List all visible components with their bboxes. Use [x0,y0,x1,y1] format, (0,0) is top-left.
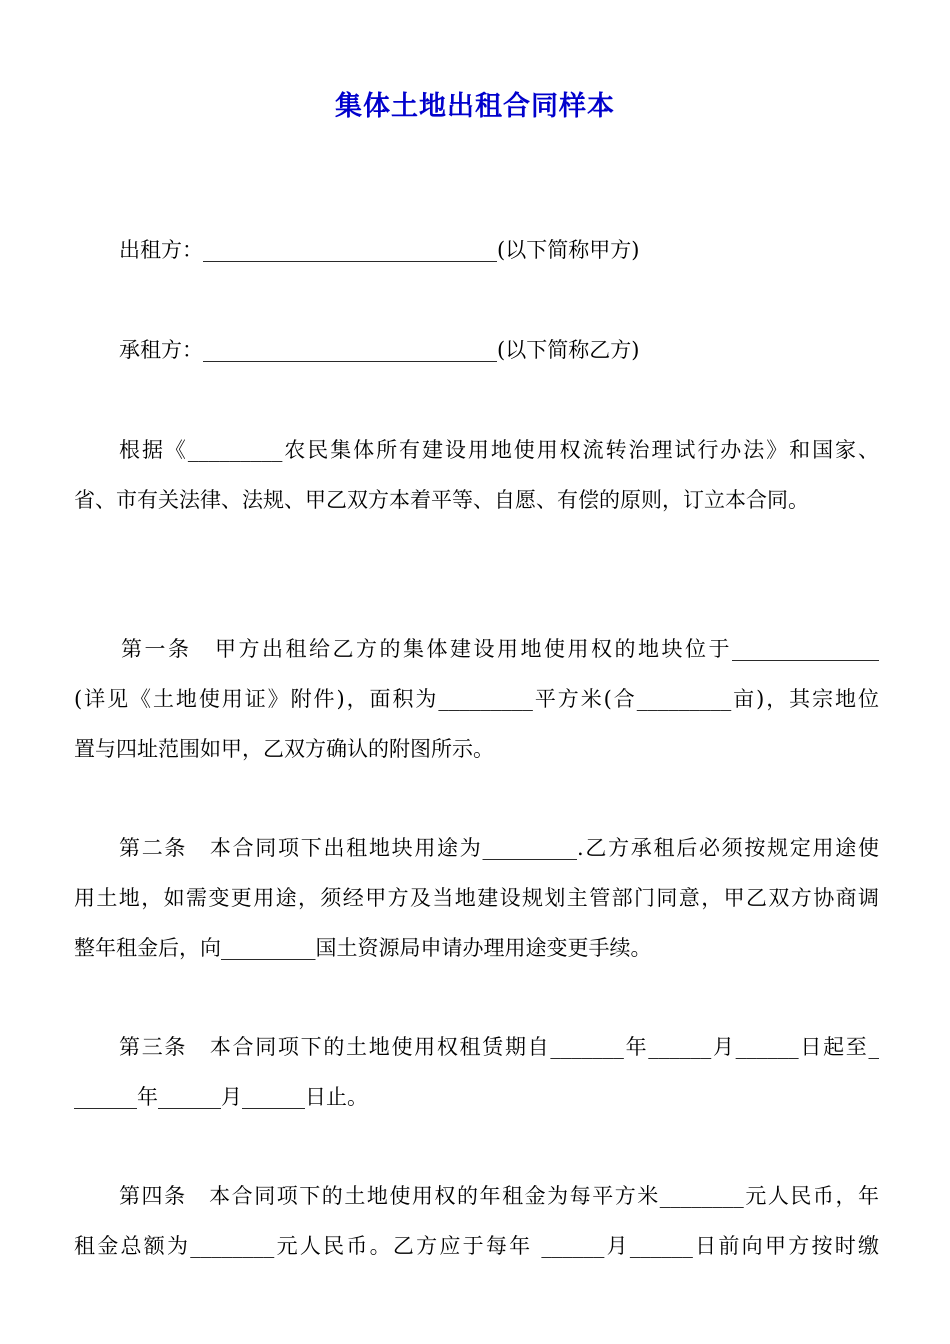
article-1-line-2: (详见《土地使用证》附件)，面积为_________平方米(合_________亩)，其宗地位 [74,687,879,711]
article-4-line-2: 租金总额为________元人民币。乙方应于每年 ______月______日前向甲方按时缴 [74,1234,879,1258]
document-title: 集体土地出租合同样本 [335,91,615,122]
article-3-line-2: ______年______月______日止。 [74,1085,368,1109]
lessee-line: 承租方：____________________________(以下简称乙方) [119,338,640,362]
article-2-line-1: 第二条 本合同项下出租地块用途为_________.乙方承租后必须按规定用途使 [119,836,879,860]
preamble-line-1: 根据《_________农民集体所有建设用地使用权流转治理试行办法》和国家、 [119,438,879,462]
article-1-line-3: 置与四址范围如甲，乙双方确认的附图所示。 [74,737,494,761]
article-2-line-2: 用土地，如需变更用途，须经甲方及当地建设规划主管部门同意，甲乙双方协商调 [74,886,879,910]
preamble-line-2: 省、市有关法律、法规、甲乙双方本着平等、自愿、有偿的原则，订立本合同。 [74,488,809,512]
lessor-line: 出租方：____________________________(以下简称甲方) [119,238,640,262]
article-2-line-3: 整年租金后，向_________国土资源局申请办理用途变更手续。 [74,936,652,960]
article-3-line-1: 第三条 本合同项下的土地使用权租赁期自_______年______月______日起至_ [119,1035,879,1059]
article-4-line-1: 第四条 本合同项下的土地使用权的年租金为每平方米________元人民币，年 [119,1184,879,1208]
article-1-line-1: 第一条 甲方出租给乙方的集体建设用地使用权的地块位于______________ [121,637,879,661]
